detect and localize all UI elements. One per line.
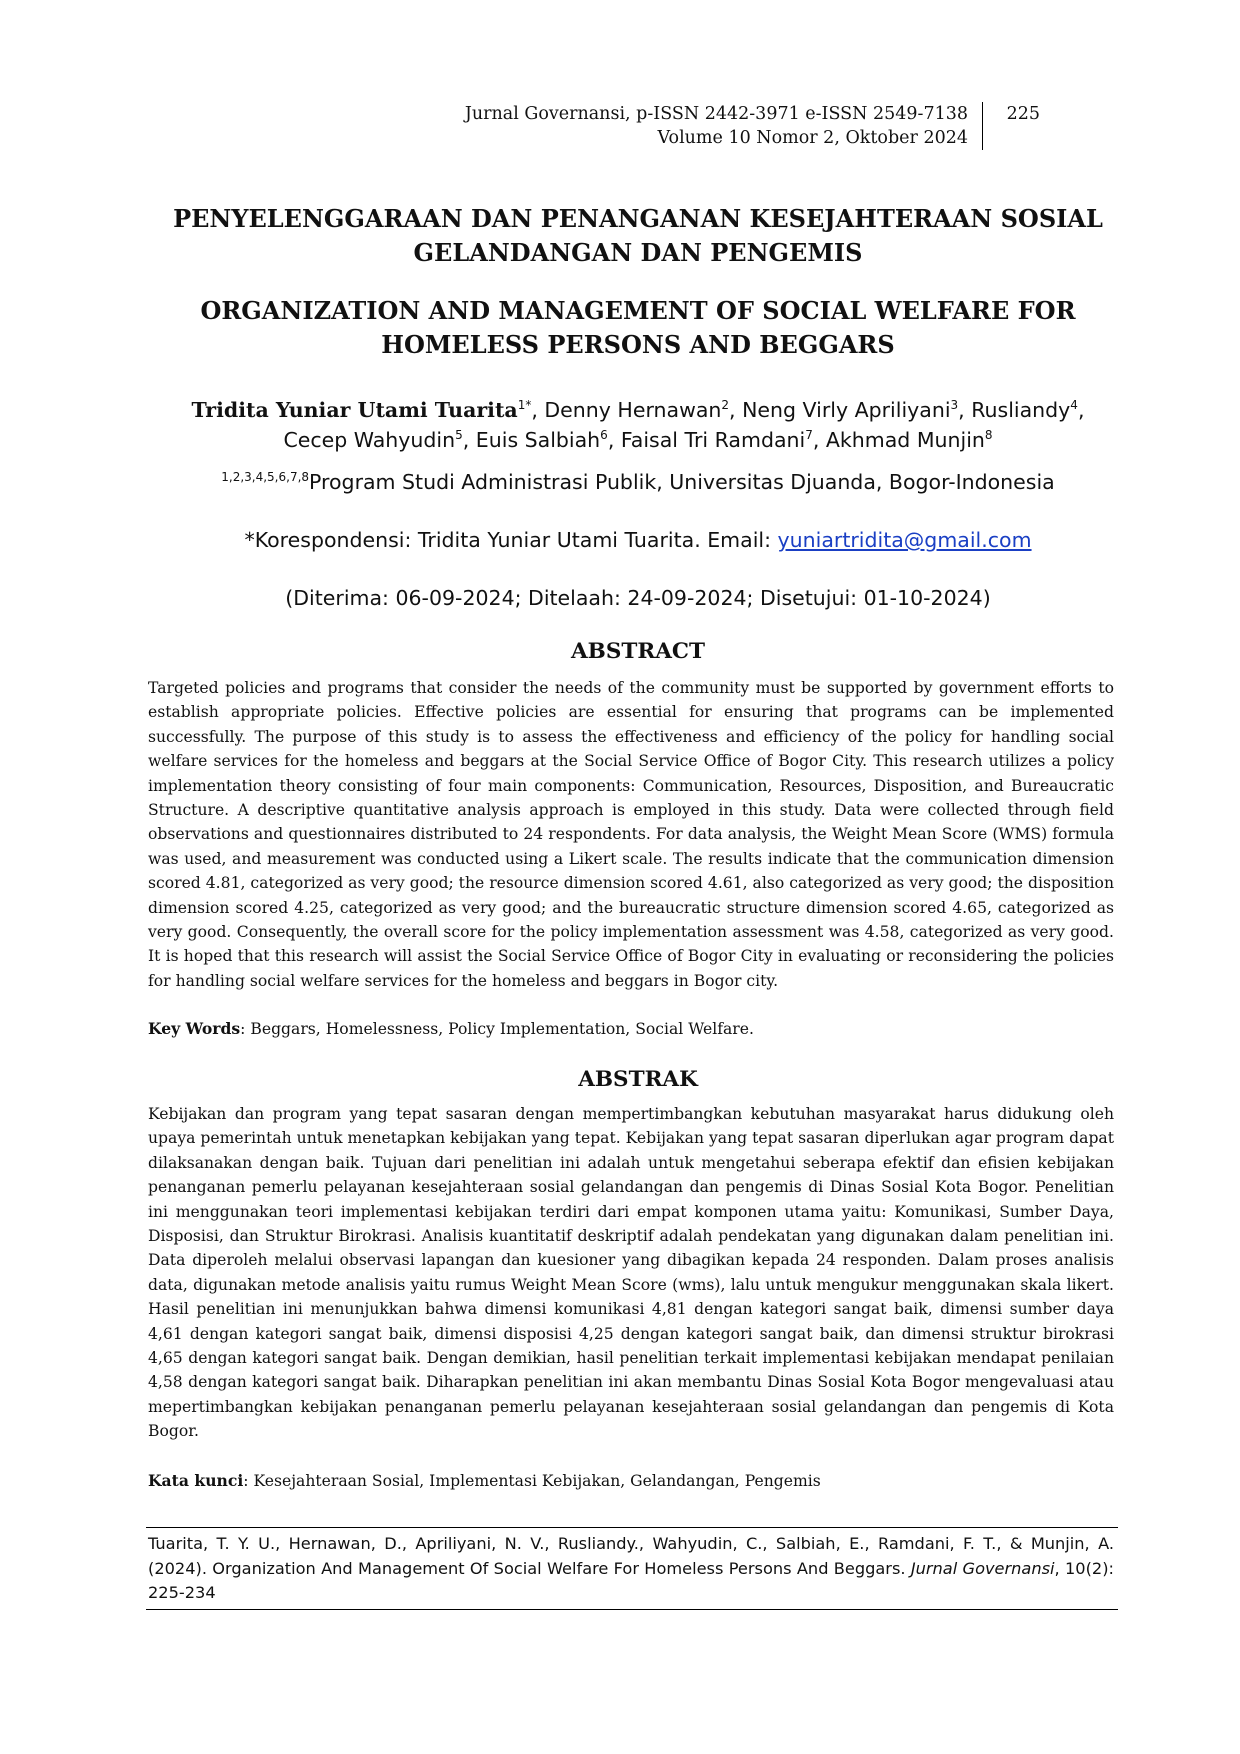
lead-author: Tridita Yuniar Utami Tuarita bbox=[191, 398, 518, 422]
author-4: , Rusliandy bbox=[958, 398, 1071, 422]
abstract-heading: ABSTRACT bbox=[570, 639, 706, 664]
submission-dates: (Diterima: 06-09-2024; Ditelaah: 24-09-2024; Disetujui: 01-10-2024) bbox=[285, 586, 991, 610]
abstract-body: Targeted policies and programs that consider the needs of the community must be supported by government efforts to establish appropriate policies. Effective policies are essential for ensuring that programs can be implemented successfully. The purpose of this study is to assess the effectiveness and efficiency of the policy for handling social welfare services for the homeless and beggars at the Social Service Office of Bogor City. This research utilizes a policy implementation theory consisting of four main components: Communication, Resources, Disposition, and Bureaucratic Structure. A descriptive quantitative analysis approach is employed in this study. Data were collected through field observations and questionnaires distributed to 24 respondents. For data analysis, the Weight Mean Score (WMS) formula was used, and measurement was conducted using a Likert scale. The results indicate that the communication dimension scored 4.81, categorized as very good; the resource dimension scored 4.61, also categorized as very good; the disposition dimension scored 4.25, categorized as very good; and the bureaucratic structure dimension scored 4.65, categorized as very good. Consequently, the overall score for the policy implementation assessment was 4.58, categorized as very good. It is hoped that this research will assist the Social Service Office of Bogor City in evaluating or reconsidering the policies for handling social welfare services for the homeless and beggars in Bogor city. bbox=[148, 679, 1114, 990]
affiliation bbox=[150, 467, 1126, 497]
citation-rule-bottom bbox=[146, 1609, 1118, 1610]
citation-text: Tuarita, T. Y. U., Hernawan, D., Apriliyani, N. V., Rusliandy., Wahyudin, C., Salbiah, E., Ramdani, F. T., & Munjin, A. (2024). Organization And Management Of Social Welfare For Homeless Persons And Beggars. bbox=[148, 1534, 1114, 1578]
author-line-1 bbox=[150, 395, 1126, 425]
title-indonesian bbox=[150, 202, 1126, 270]
title-indonesian-line-2: GELANDANGAN DAN PENGEMIS bbox=[413, 238, 863, 267]
correspondence bbox=[150, 525, 1126, 555]
affiliation-text: Program Studi Administrasi Publik, Universitas Djuanda, Bogor-Indonesia bbox=[309, 470, 1055, 494]
author-4-tail: , bbox=[1077, 398, 1085, 422]
citation-tail: , 10(2): 225-234 bbox=[148, 1558, 1114, 1602]
title-english-line-2: HOMELESS PERSONS AND BEGGARS bbox=[381, 330, 895, 359]
author-7-mark: 7 bbox=[805, 428, 813, 442]
article-titles bbox=[150, 202, 1126, 362]
citation-rule-top bbox=[146, 1527, 1118, 1528]
author-list bbox=[150, 395, 1126, 455]
keywords-list: : Beggars, Homelessness, Policy Implementation, Social Welfare. bbox=[240, 1020, 754, 1038]
kata-kunci-label: Kata kunci bbox=[148, 1471, 244, 1490]
abstrak-heading: ABSTRAK bbox=[578, 1067, 698, 1092]
journal-info bbox=[465, 102, 968, 150]
author-6-mark: 6 bbox=[600, 428, 608, 442]
journal-issn-line: Jurnal Governansi, p-ISSN 2442-3971 e-ISSN 2549-7138 bbox=[464, 104, 968, 124]
header-divider bbox=[982, 102, 983, 150]
correspondence-prefix: *Korespondensi: Tridita Yuniar Utami Tuarita. Email: bbox=[244, 528, 778, 552]
page-number: 225 bbox=[1006, 104, 1040, 124]
author-3: , Neng Virly Apriliyani bbox=[729, 398, 951, 422]
keywords-label: Key Words bbox=[148, 1019, 241, 1038]
citation bbox=[148, 1532, 1114, 1606]
author-5: Cecep Wahyudin bbox=[283, 428, 456, 452]
author-3-mark: 3 bbox=[950, 398, 959, 412]
title-indonesian-line-1: PENYELENGGARAAN DAN PENANGANAN KESEJAHTERAAN SOSIAL bbox=[173, 204, 1103, 233]
citation-journal: Jurnal Governansi bbox=[910, 1558, 1055, 1578]
author-8: , Akhmad Munjin bbox=[812, 428, 985, 452]
author-2: , Denny Hernawan bbox=[531, 398, 722, 422]
title-english-line-1: ORGANIZATION AND MANAGEMENT OF SOCIAL WELFARE FOR bbox=[200, 296, 1076, 325]
journal-volume-line: Volume 10 Nomor 2, Oktober 2024 bbox=[657, 128, 968, 148]
author-6: , Euis Salbiah bbox=[462, 428, 601, 452]
kata-kunci bbox=[148, 1469, 1114, 1493]
author-7: , Faisal Tri Ramdani bbox=[607, 428, 806, 452]
author-line-2 bbox=[150, 425, 1126, 455]
lead-author-mark: 1* bbox=[517, 398, 532, 412]
abstrak-body: Kebijakan dan program yang tepat sasaran dengan mempertimbangkan kebutuhan masyarakat harus didukung oleh upaya pemerintah untuk menetapkan kebijakan yang tepat. Kebijakan yang tepat sasaran diperlukan agar program dapat dilaksanakan dengan baik. Tujuan dari penelitian ini adalah untuk mengetahui seberapa efektif dan efisien kebijakan penanganan pemerlu pelayanan kesejahteraan sosial gelandangan dan pengemis di Dinas Sosial Kota Bogor. Penelitian ini menggunakan teori implementasi kebijakan terdiri dari empat komponen utama yaitu: Komunikasi, Sumber Daya, Disposisi, dan Struktur Birokrasi. Analisis kuantitatif deskriptif adalah pendekatan yang digunakan dalam penelitian ini. Data diperoleh melalui observasi lapangan dan kuesioner yang dibagikan kepada 24 responden. Dalam proses analisis data, digunakan metode analisis yaitu rumus Weight Mean Score (wms), lalu untuk mengukur menggunakan skala likert. Hasil penelitian ini menunjukkan bahwa dimensi komunikasi 4,81 dengan kategori sangat baik, dimensi sumber daya 4,61 dengan kategori sangat baik, dimensi disposisi 4,25 dengan kategori sangat baik, dan dimensi struktur birokrasi 4,65 dengan kategori sangat baik. Dengan demikian, hasil penelitian terkait implementasi kebijakan mendapat penilaian 4,58 dengan kategori sangat baik. Diharapkan penelitian ini akan membantu Dinas Sosial Kota Bogor mengevaluasi atau mepertimbangkan kebijakan penanganan pemerlu pelayanan kesejahteraan sosial gelandangan dan pengemis di Kota Bogor. bbox=[148, 1105, 1114, 1441]
author-8-mark: 8 bbox=[984, 428, 993, 442]
affiliation-marks: 1,2,3,4,5,6,7,8 bbox=[221, 470, 310, 484]
email-link[interactable]: yuniartridita@gmail.com bbox=[777, 528, 1032, 552]
author-4-mark: 4 bbox=[1070, 398, 1078, 412]
author-2-mark: 2 bbox=[721, 398, 730, 412]
title-english bbox=[150, 294, 1126, 362]
kata-kunci-list: : Kesejahteraan Sosial, Implementasi Kebijakan, Gelandangan, Pengemis bbox=[243, 1472, 821, 1490]
keywords bbox=[148, 1017, 1114, 1041]
author-5-mark: 5 bbox=[455, 428, 463, 442]
